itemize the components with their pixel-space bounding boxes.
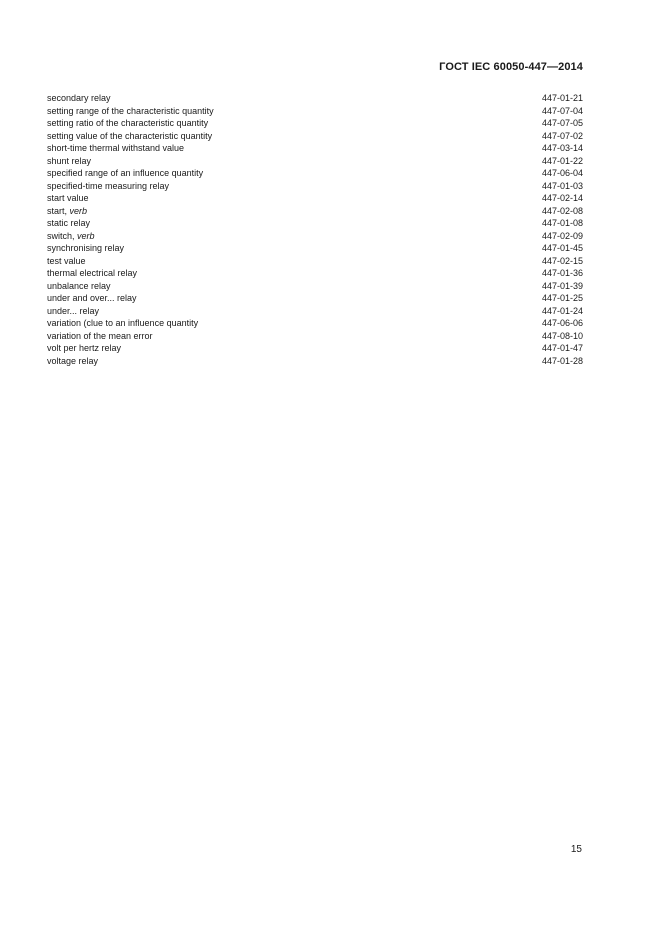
index-entry	[47, 105, 583, 118]
entry-term: under... relay	[47, 305, 100, 316]
entry-term: test value	[47, 255, 86, 266]
entry-reference: 447-07-02	[541, 130, 583, 141]
index-entry	[47, 155, 583, 168]
index-entry	[47, 180, 583, 193]
entry-reference: 447-01-25	[541, 293, 583, 303]
index-entry	[47, 342, 583, 355]
index-entry	[47, 242, 583, 255]
index-entry	[47, 280, 583, 293]
entry-reference: 447-01-24	[541, 305, 583, 316]
index-entry	[47, 192, 583, 205]
entry-term: setting range of the characteristic quantity	[47, 105, 214, 116]
index-entry	[47, 255, 583, 268]
document-header: ГОСТ IEC 60050-447—2014	[439, 61, 583, 73]
entry-term: variation (clue to an influence quantity	[47, 318, 199, 328]
index-entry	[47, 92, 583, 105]
entry-term: secondary relay	[47, 93, 111, 103]
entry-term: setting value of the characteristic quantity	[47, 130, 213, 141]
entry-reference: 447-01-28	[541, 355, 583, 366]
entry-reference: 447-02-08	[541, 205, 583, 216]
index-entry	[47, 130, 583, 143]
entry-term: shunt relay	[47, 155, 92, 166]
index-entry	[47, 117, 583, 130]
entry-term: static relay	[47, 218, 91, 228]
index-entry	[47, 205, 583, 218]
entry-reference: 447-01-22	[541, 155, 583, 166]
entry-reference: 447-02-09	[541, 230, 583, 241]
entry-term: short-time thermal withstand value	[47, 143, 185, 153]
entry-term: voltage relay	[47, 355, 99, 366]
entry-term: synchronising relay	[47, 243, 125, 253]
index-entry	[47, 267, 583, 280]
index-entry	[47, 305, 583, 318]
entry-reference: 447-01-39	[541, 280, 583, 291]
entry-reference: 447-01-47	[541, 343, 583, 353]
entry-reference: 447-01-45	[541, 243, 583, 253]
index-entry	[47, 330, 583, 343]
page-number: 15	[570, 844, 582, 855]
entry-reference: 447-02-14	[541, 193, 583, 203]
entry-reference: 447-06-04	[541, 168, 583, 178]
entry-term: under and over... relay	[47, 293, 137, 303]
entry-reference: 447-01-36	[541, 268, 583, 278]
entry-reference: 447-03-14	[541, 143, 583, 153]
entry-term: setting ratio of the characteristic quantity	[47, 118, 209, 128]
entry-term: specified-time measuring relay	[47, 180, 170, 191]
entry-reference: 447-01-08	[541, 218, 583, 228]
entry-term: start value	[47, 193, 89, 203]
index-entry	[47, 292, 583, 305]
entry-term: thermal electrical relay	[47, 268, 138, 278]
entry-term: start, verb	[47, 205, 88, 216]
index-entry	[47, 167, 583, 180]
entry-reference: 447-08-10	[541, 330, 583, 341]
index-entry	[47, 217, 583, 230]
entry-term: variation of the mean error	[47, 330, 153, 341]
entry-reference: 447-01-03	[541, 180, 583, 191]
term-index-list	[47, 92, 583, 367]
entry-term: volt per hertz relay	[47, 343, 122, 353]
entry-term: switch, verb	[47, 230, 95, 241]
index-entry	[47, 317, 583, 330]
index-entry	[47, 142, 583, 155]
entry-term: unbalance relay	[47, 280, 111, 291]
index-entry	[47, 230, 583, 243]
entry-reference: 447-06-06	[541, 318, 583, 328]
index-entry	[47, 355, 583, 368]
entry-reference: 447-07-04	[541, 105, 583, 116]
entry-reference: 447-01-21	[541, 93, 583, 103]
entry-reference: 447-07-05	[541, 118, 583, 128]
entry-term: specified range of an influence quantity	[47, 168, 204, 178]
entry-reference: 447-02-15	[541, 255, 583, 266]
